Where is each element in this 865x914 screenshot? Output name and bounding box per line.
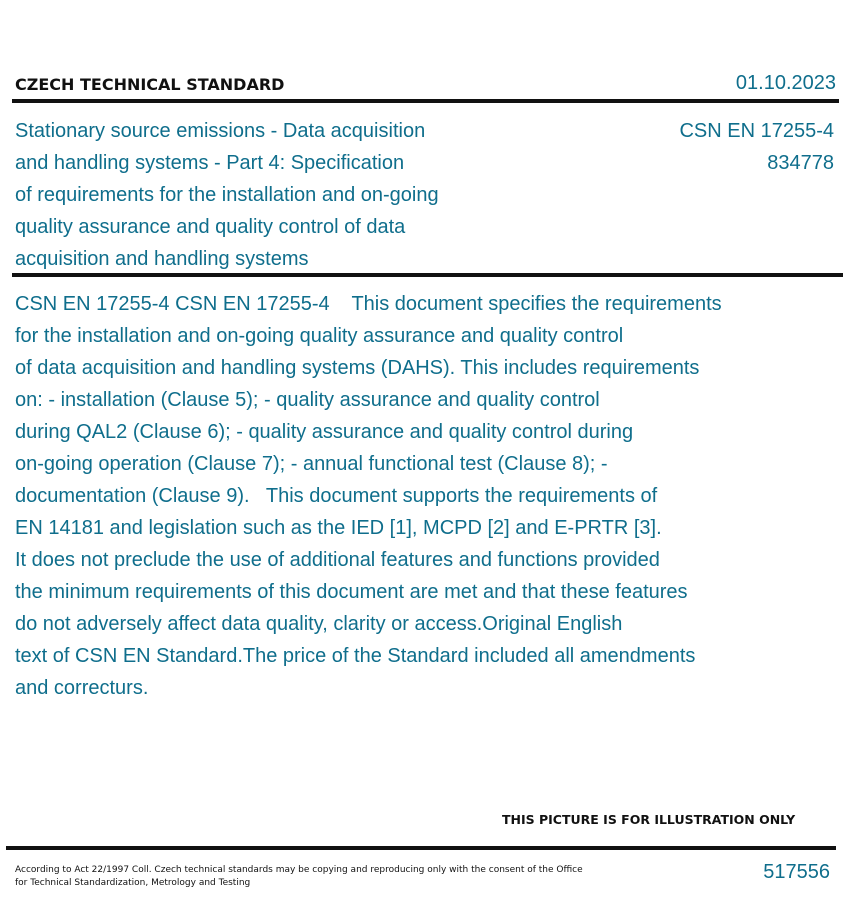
- description-line: on: - installation (Clause 5); - quality assurance and quality control: [15, 389, 600, 411]
- standard-title: [15, 115, 485, 275]
- standard-number: CSN EN 17255-4: [679, 120, 834, 142]
- description-line: for the installation and on-going quality assurance and quality control: [15, 325, 624, 347]
- description-line: and correcturs.: [15, 677, 149, 699]
- header-divider: [12, 99, 839, 103]
- description-line: on-going operation (Clause 7); - annual functional test (Clause 8); -: [15, 453, 608, 475]
- description-line: EN 14181 and legislation such as the IED [1], MCPD [2] and E-PRTR [3].: [15, 517, 662, 539]
- description-line: CSN EN 17255-4 CSN EN 17255-4 This document specifies the requirements: [15, 293, 722, 315]
- footer-divider: [6, 846, 836, 850]
- title-line: quality assurance and quality control of data: [15, 216, 406, 238]
- description-line: of data acquisition and handling systems (DAHS). This includes requirements: [15, 357, 700, 379]
- legal-line: According to Act 22/1997 Coll. Czech technical standards may be copying and reproducing only with the consent of the Office: [15, 865, 583, 875]
- description-line: documentation (Clause 9). This document supports the requirements of: [15, 485, 658, 507]
- title-line: and handling systems - Part 4: Specification: [15, 152, 405, 174]
- legal-notice: [15, 864, 615, 890]
- document-code: 517556: [763, 861, 830, 883]
- description-line: text of CSN EN Standard.The price of the Standard included all amendments: [15, 645, 696, 667]
- catalog-number: 834778: [767, 152, 834, 174]
- title-line: of requirements for the installation and on-going: [15, 184, 439, 206]
- description-line: during QAL2 (Clause 6); - quality assurance and quality control during: [15, 421, 634, 443]
- title-line: acquisition and handling systems: [15, 248, 309, 270]
- legal-line: for Technical Standardization, Metrology and Testing: [15, 878, 251, 888]
- description-line: do not adversely affect data quality, clarity or access.Original English: [15, 613, 623, 635]
- description-line: the minimum requirements of this document are met and that these features: [15, 581, 688, 603]
- standard-description: [15, 288, 805, 704]
- title-line: Stationary source emissions - Data acquisition: [15, 120, 426, 142]
- title-divider: [12, 273, 843, 277]
- standard-identifiers: [679, 115, 834, 179]
- description-line: It does not preclude the use of additional features and functions provided: [15, 549, 660, 571]
- publication-date: 01.10.2023: [735, 72, 836, 94]
- document-type-label: CZECH TECHNICAL STANDARD: [15, 75, 285, 94]
- illustration-note: THIS PICTURE IS FOR ILLUSTRATION ONLY: [502, 812, 796, 827]
